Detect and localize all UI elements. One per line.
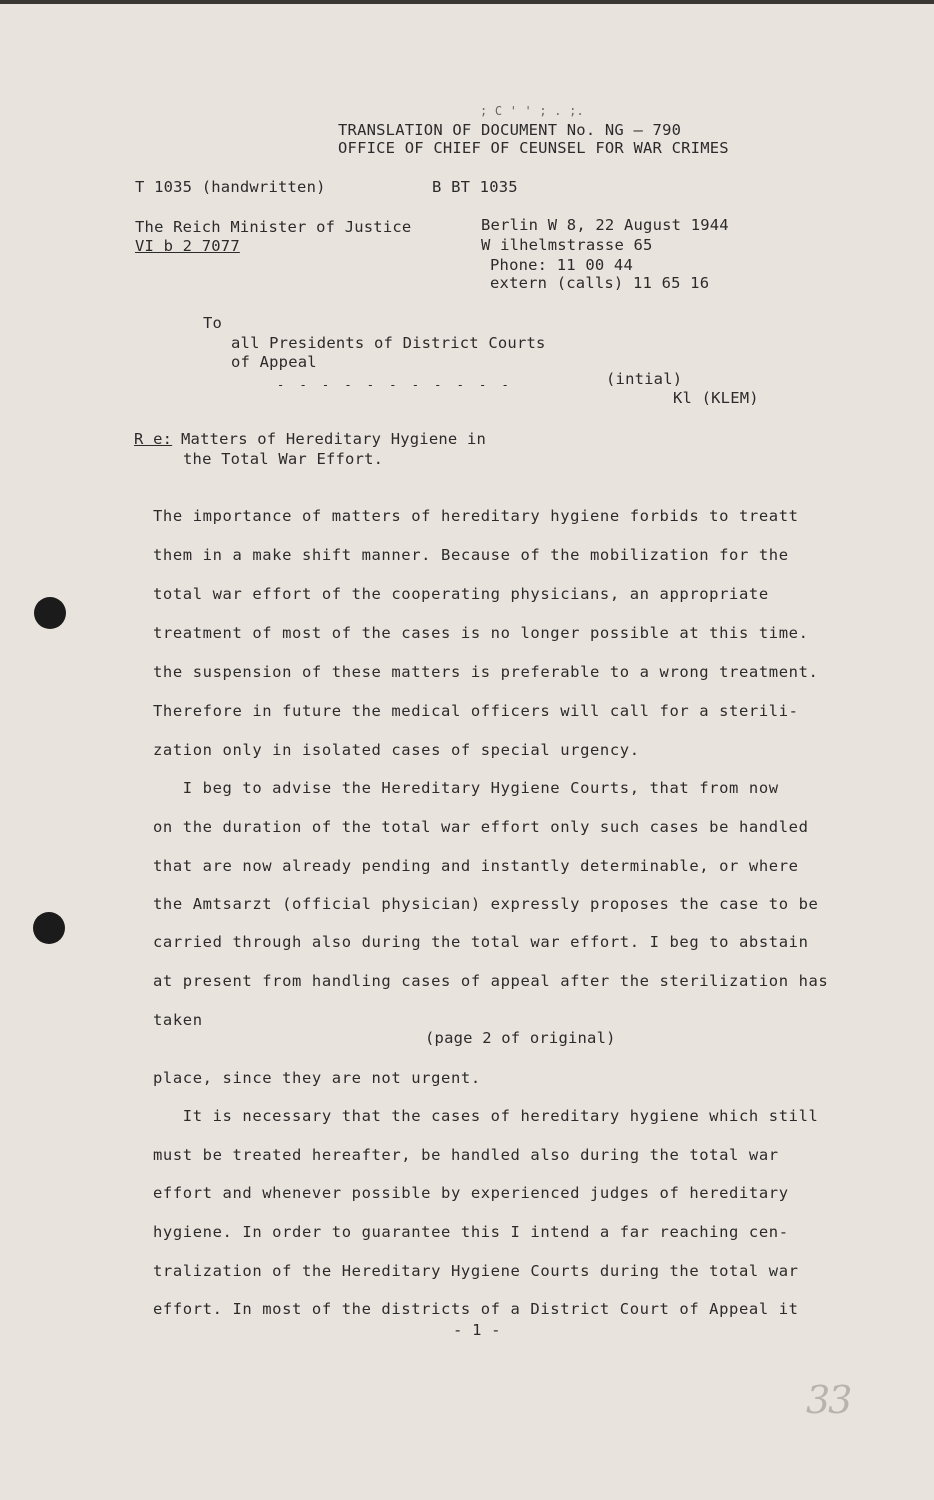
body-line: them in a make shift manner. Because of the mobilization for the	[153, 546, 789, 564]
dash-divider: - - - - - - - - - - -	[277, 378, 513, 392]
stamp-mark: ; C ' ' ; . ;.	[480, 104, 584, 118]
sender-ref: VI b 2 7077	[135, 237, 240, 255]
ref-left: T 1035 (handwritten)	[135, 178, 326, 196]
office-line: OFFICE OF CHIEF OF CEUNSEL FOR WAR CRIMES	[338, 139, 729, 157]
body-line: the suspension of these matters is preferable to a wrong treatment.	[153, 663, 819, 681]
body-line: It is necessary that the cases of hereditary hygiene which still	[153, 1107, 819, 1125]
document-title: TRANSLATION OF DOCUMENT No. NG – 790	[338, 121, 682, 139]
body-line: treatment of most of the cases is no longer possible at this time.	[153, 624, 809, 642]
body-line: Therefore in future the medical officers will call for a sterili-	[153, 702, 799, 720]
body-line: must be treated hereafter, be handled also during the total war	[153, 1146, 779, 1164]
scan-edge	[0, 0, 934, 4]
initial-label: (intial)	[606, 370, 683, 388]
body-line: that are now already pending and instantly determinable, or where	[153, 857, 799, 875]
ref-right: B BT 1035	[432, 178, 518, 196]
address-phone: Phone: 11 00 44	[490, 256, 633, 274]
body-line: hygiene. In order to guarantee this I intend a far reaching cen-	[153, 1223, 789, 1241]
punch-hole	[33, 912, 65, 944]
subject-line-2: the Total War Effort.	[183, 450, 384, 468]
sender-name: The Reich Minister of Justice	[135, 218, 412, 236]
address-extern: extern (calls) 11 65 16	[490, 274, 710, 292]
body-line: place, since they are not urgent.	[153, 1069, 481, 1087]
body-line: The importance of matters of hereditary hygiene forbids to treatt	[153, 507, 799, 525]
body-line: the Amtsarzt (official physician) expressly proposes the case to be	[153, 895, 819, 913]
subject-line-1: Matters of Hereditary Hygiene in	[181, 430, 487, 448]
recipient-line-1: all Presidents of District Courts	[231, 334, 546, 352]
body-line: taken	[153, 1011, 203, 1029]
punch-hole	[34, 597, 66, 629]
body-line: carried through also during the total war effort. I beg to abstain	[153, 933, 809, 951]
address-line-1: Berlin W 8, 22 August 1944	[481, 216, 729, 234]
body-line: effort and whenever possible by experienced judges of hereditary	[153, 1184, 789, 1202]
page-number: - 1 -	[453, 1321, 501, 1339]
body-line: total war effort of the cooperating physicians, an appropriate	[153, 585, 769, 603]
subject-re: R e:	[134, 430, 173, 448]
handwritten-page-number: 33	[806, 1378, 851, 1422]
recipient-line-2: of Appeal	[231, 353, 317, 371]
initial-value: Kl (KLEM)	[673, 389, 759, 407]
body-line: on the duration of the total war effort only such cases be handled	[153, 818, 809, 836]
page-note: (page 2 of original)	[425, 1029, 616, 1047]
body-line: tralization of the Hereditary Hygiene Courts during the total war	[153, 1262, 799, 1280]
body-line: I beg to advise the Hereditary Hygiene Courts, that from now	[153, 779, 779, 797]
body-line: at present from handling cases of appeal after the sterilization has	[153, 972, 829, 990]
body-line: effort. In most of the districts of a District Court of Appeal it	[153, 1300, 799, 1318]
body-line: zation only in isolated cases of special urgency.	[153, 741, 640, 759]
address-line-2: W ilhelmstrasse 65	[481, 236, 653, 254]
recipient-to: To	[203, 314, 223, 332]
